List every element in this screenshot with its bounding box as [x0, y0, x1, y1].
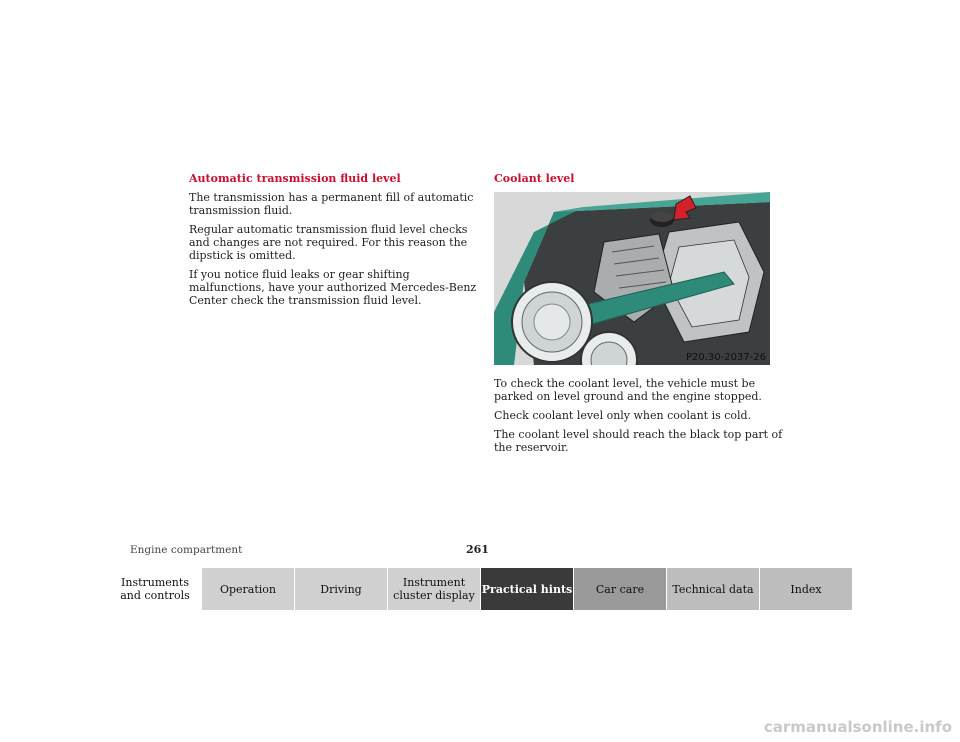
transmission-para-1: The transmission has a permanent fill of automatic transmission fluid. [189, 191, 474, 217]
tab-car-care[interactable]: Car care [574, 568, 667, 610]
transmission-section [189, 172, 479, 313]
tab-instruments-and-controls[interactable]: Instruments and controls [109, 568, 202, 610]
tab-index[interactable]: Index [760, 568, 852, 610]
tab-practical-hints[interactable]: Practical hints [481, 568, 574, 610]
tab-technical-data[interactable]: Technical data [667, 568, 760, 610]
watermark: carmanualsonline.info [763, 718, 952, 736]
coolant-para-2: Check coolant level only when coolant is cold. [494, 409, 752, 422]
coolant-para-1: To check the coolant level, the vehicle must be parked on level ground and the engine stopped. [494, 377, 762, 403]
engine-illustration [494, 192, 770, 365]
engine-drawing [494, 192, 770, 365]
figure-reference-label: P20.30-2037-26 [685, 352, 766, 363]
page-number: 261 [466, 543, 489, 556]
transmission-heading: Automatic transmission fluid level [189, 172, 401, 185]
transmission-para-3: If you notice fluid leaks or gear shifting malfunctions, have your authorized Mercedes-Benz Center check the transmission fluid level. [189, 268, 477, 307]
footer-section-title: Engine compartment [130, 544, 243, 556]
coolant-heading: Coolant level [494, 172, 575, 185]
coolant-para-3: The coolant level should reach the black top part of the reservoir. [494, 428, 783, 454]
tab-instrument-cluster-display[interactable]: Instrument cluster display [388, 568, 481, 610]
transmission-para-2: Regular automatic transmission fluid level checks and changes are not required. For this reason the dipstick is omitted. [189, 223, 468, 262]
tab-driving[interactable]: Driving [295, 568, 388, 610]
tab-operation[interactable]: Operation [202, 568, 295, 610]
chapter-tab-bar [109, 568, 852, 610]
coolant-section [494, 172, 784, 460]
